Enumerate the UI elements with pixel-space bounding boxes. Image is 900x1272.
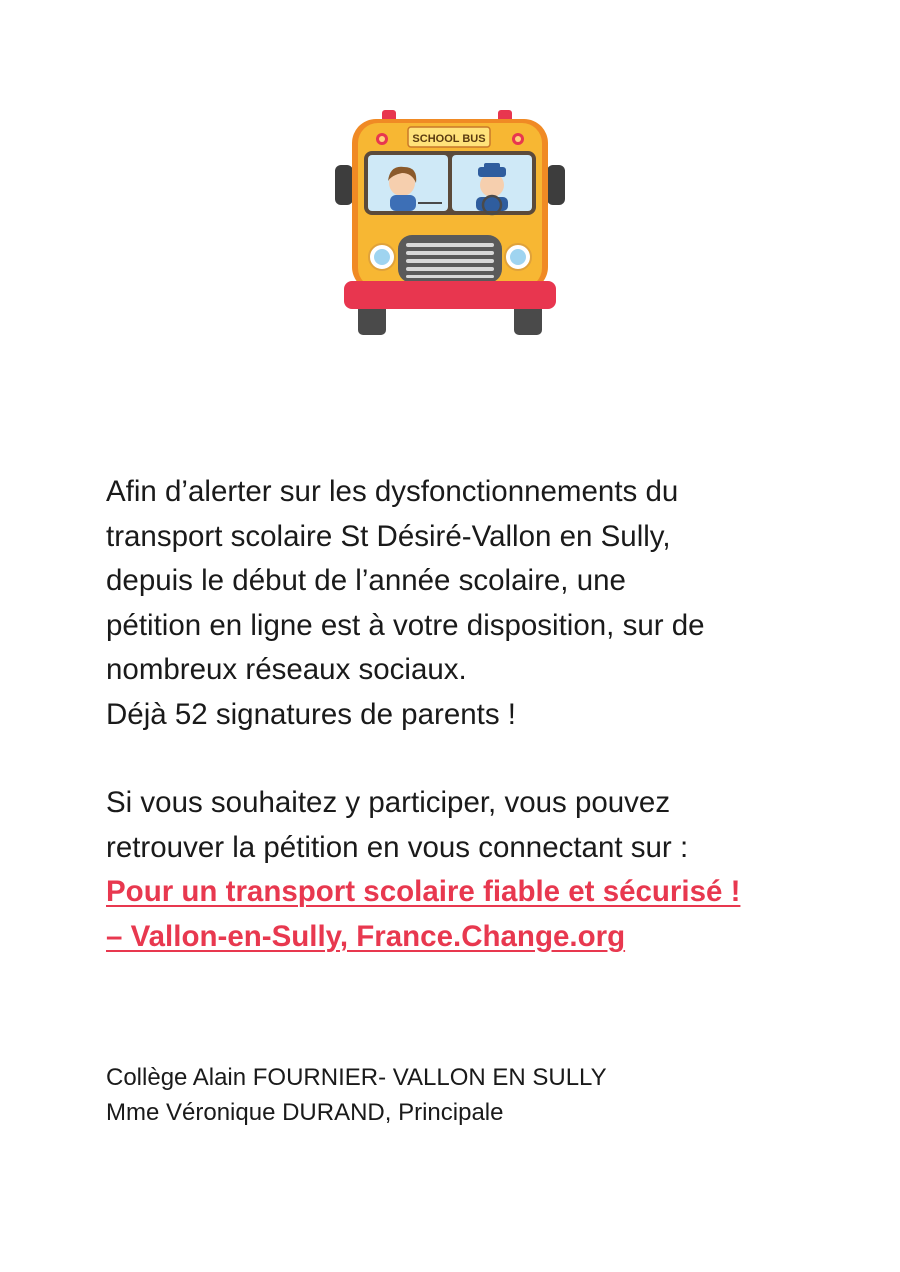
principal-name: Mme Véronique DURAND, Principale xyxy=(106,1099,504,1126)
school-bus-icon xyxy=(330,105,570,340)
school-bus-illustration xyxy=(330,105,570,340)
paragraph-gap xyxy=(106,737,826,781)
message-line: Si vous souhaitez y participer, vous pouvez xyxy=(106,786,671,819)
school-name: Collège Alain FOURNIER- VALLON EN SULLY xyxy=(106,1064,607,1091)
message-line: transport scolaire St Désiré-Vallon en Sully, xyxy=(106,519,671,553)
message-line: Afin d’alerter sur les dysfonctionnements du xyxy=(106,475,679,508)
message-line: pétition en ligne est à votre disposition, sur de xyxy=(106,608,705,642)
bus-sign-text: SCHOOL BUS xyxy=(412,133,486,145)
petition-link[interactable]: Pour un transport scolaire fiable et sécurisé ! xyxy=(106,875,741,908)
message-line: retrouver la pétition en vous connectant sur : xyxy=(106,830,689,864)
petition-link-continued[interactable]: – Vallon-en-Sully, France.Change.org xyxy=(106,919,626,953)
message-line: depuis le début de l’année scolaire, une xyxy=(106,564,626,597)
signature-block xyxy=(106,1060,806,1130)
signature-count-line: Déjà 52 signatures de parents ! xyxy=(106,697,516,731)
petition-message xyxy=(106,470,826,959)
message-line: nombreux réseaux sociaux. xyxy=(106,653,467,686)
